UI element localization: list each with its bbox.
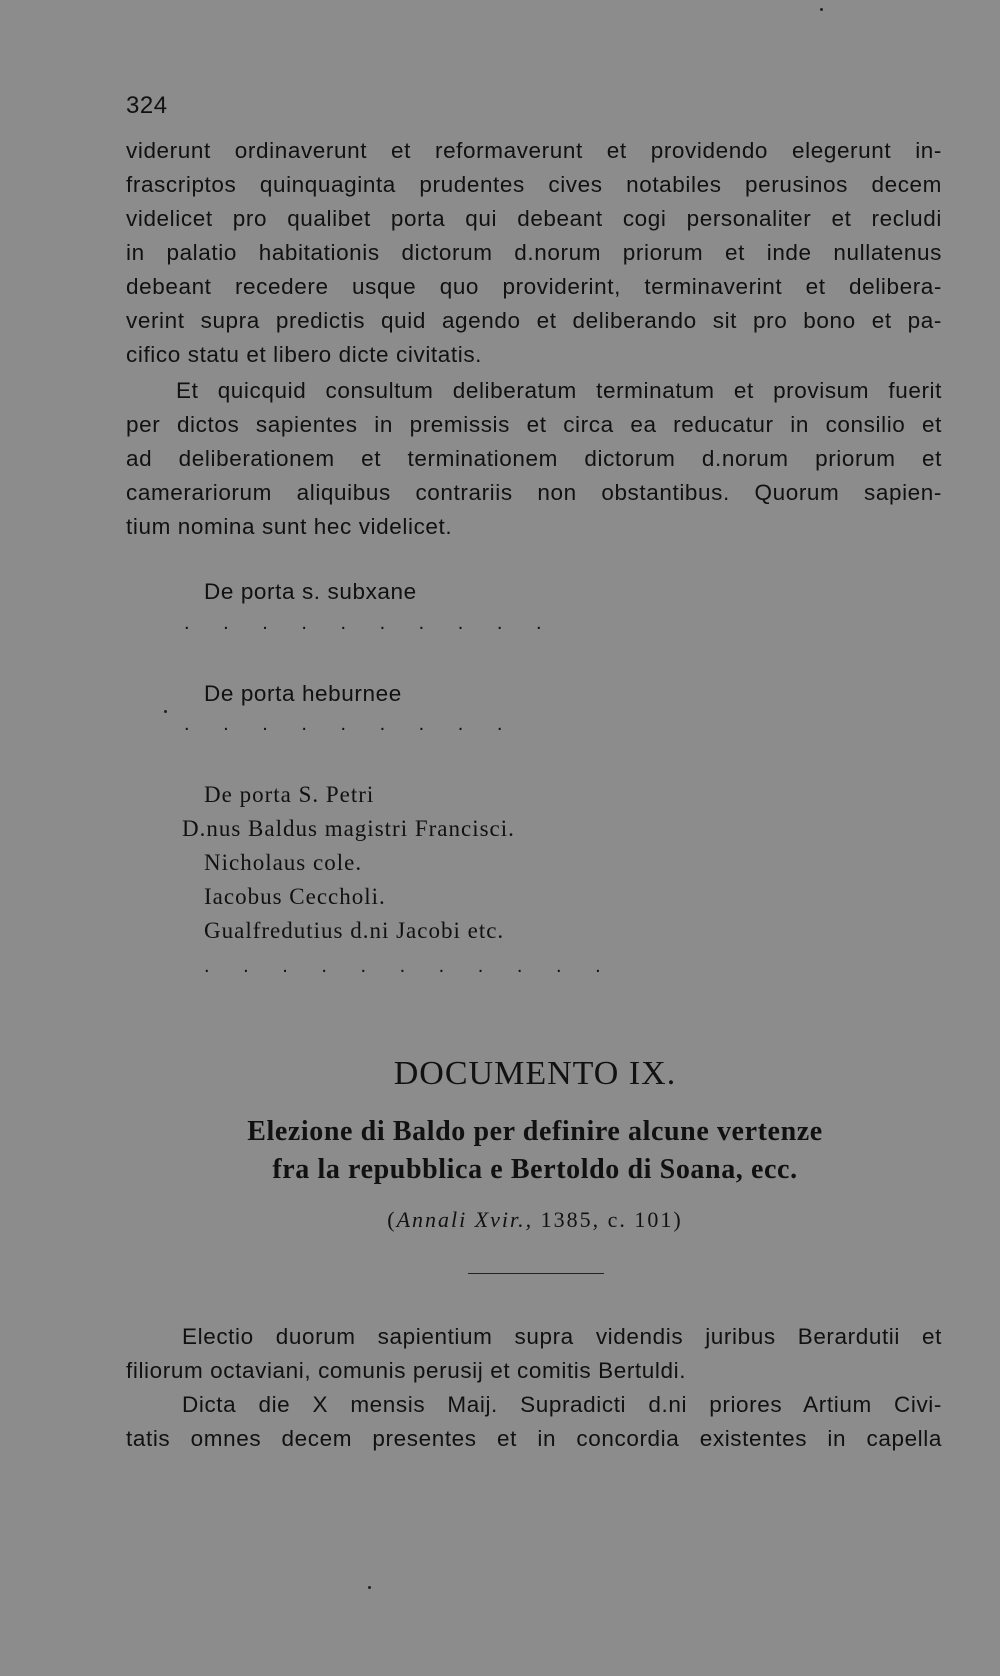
text-line: ad deliberationem et terminationem dictorum d.norum priorum et bbox=[126, 446, 942, 471]
text-line: tatis omnes decem presentes et in concordia existentes in capella bbox=[126, 1426, 942, 1451]
gate-heading-petri: De porta S. Petri bbox=[204, 782, 375, 807]
ellipsis-row: . . . . . . . . . bbox=[184, 713, 517, 735]
name-entry: Nicholaus cole. bbox=[204, 850, 363, 875]
name-entry: D.nus Baldus magistri Francisci. bbox=[182, 816, 515, 841]
source-italic: Annali Xvir., bbox=[396, 1207, 534, 1232]
text-line: Et quicquid consultum deliberatum terminatum et provisum fuerit bbox=[176, 378, 942, 403]
gate-heading-heburnee: De porta heburnee bbox=[204, 681, 402, 706]
text-line: viderunt ordinaverunt et reformaverunt et providendo elegerunt in- bbox=[126, 138, 942, 163]
divider-rule bbox=[468, 1273, 604, 1274]
source-rest: 1385, c. 101) bbox=[533, 1207, 683, 1232]
document-title-line: fra la repubblica e Bertoldo di Soana, ecc. bbox=[272, 1154, 798, 1185]
document-source bbox=[0, 1207, 1000, 1233]
text-line: Electio duorum sapientium supra videndis juribus Berardutii et bbox=[182, 1324, 942, 1349]
document-heading: DOCUMENTO IX. bbox=[393, 1055, 677, 1092]
document-title-line: Elezione di Baldo per definire alcune vertenze bbox=[247, 1116, 823, 1147]
text-line: frascriptos quinquaginta prudentes cives notabiles perusinos decem bbox=[126, 172, 942, 197]
ellipsis-row: . . . . . . . . . . bbox=[184, 612, 556, 634]
text-line: verint supra predictis quid agendo et deliberando sit pro bono et pa- bbox=[126, 308, 942, 333]
scan-speck bbox=[368, 1586, 371, 1589]
text-line: tium nomina sunt hec videlicet. bbox=[126, 514, 453, 539]
text-line: cifico statu et libero dicte civitatis. bbox=[126, 342, 483, 367]
text-line: videlicet pro qualibet porta qui debeant cogi personaliter et recludi bbox=[126, 206, 942, 231]
text-line: debeant recedere usque quo providerint, terminaverint et delibera- bbox=[126, 274, 942, 299]
text-line: per dictos sapientes in premissis et circa ea reducatur in consilio et bbox=[126, 412, 942, 437]
ellipsis-row: . . . . . . . . . . . bbox=[204, 955, 615, 977]
name-entry: Iacobus Ceccholi. bbox=[204, 884, 386, 909]
text-line: camerariorum aliquibus contrariis non obstantibus. Quorum sapien- bbox=[126, 480, 942, 505]
source-open: ( bbox=[387, 1207, 397, 1232]
gate-heading-subxane: De porta s. subxane bbox=[204, 579, 417, 604]
text-line: filiorum octaviani, comunis perusij et comitis Bertuldi. bbox=[126, 1358, 687, 1383]
name-entry: Gualfredutius d.ni Jacobi etc. bbox=[204, 918, 505, 943]
page-number: 324 bbox=[126, 92, 168, 119]
scan-speck bbox=[164, 710, 167, 713]
scan-speck bbox=[820, 8, 823, 11]
text-line: in palatio habitationis dictorum d.norum priorum et inde nullatenus bbox=[126, 240, 942, 265]
text-line: Dicta die X mensis Maij. Supradicti d.ni priores Artium Civi- bbox=[182, 1392, 942, 1417]
